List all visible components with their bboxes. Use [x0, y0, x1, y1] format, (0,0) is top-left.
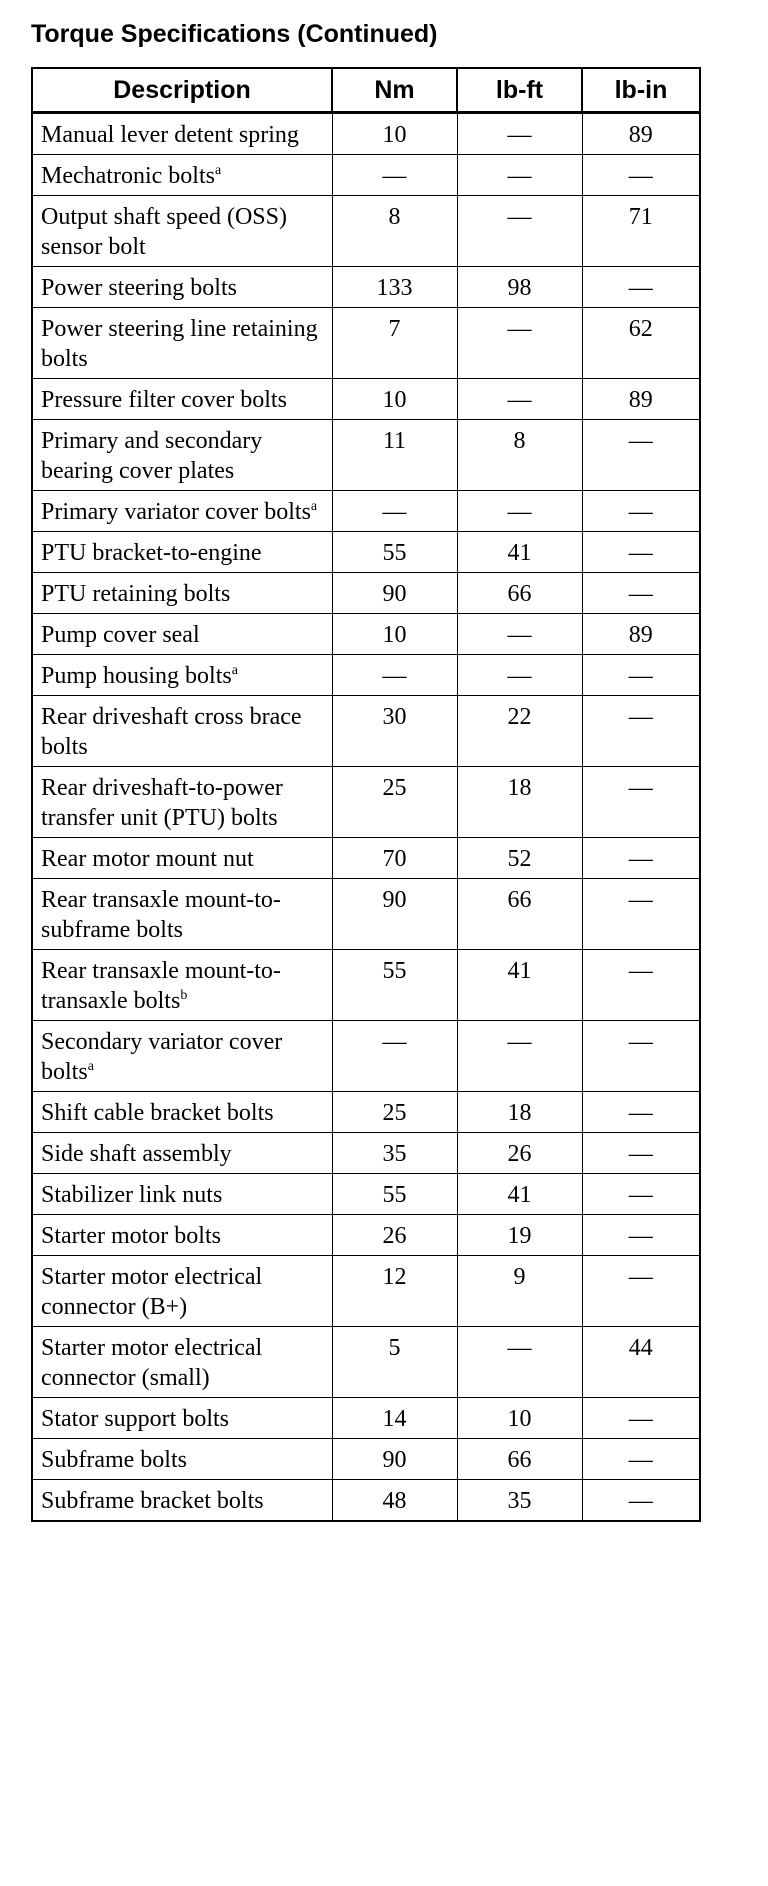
cell-lb-in: —: [582, 1480, 700, 1522]
cell-lb-ft: —: [457, 379, 582, 420]
table-row: [32, 491, 700, 532]
cell-lb-in: —: [582, 1092, 700, 1133]
description-text: Side shaft assembly: [41, 1141, 232, 1167]
cell-lb-in: 89: [582, 379, 700, 420]
cell-lb-in: 89: [582, 614, 700, 655]
cell-nm: 133: [332, 267, 457, 308]
cell-description: [32, 1480, 332, 1522]
description-text: PTU retaining bolts: [41, 581, 231, 607]
cell-description: [32, 950, 332, 1021]
cell-lb-ft: —: [457, 1327, 582, 1398]
cell-nm: 10: [332, 614, 457, 655]
cell-lb-ft: 10: [457, 1398, 582, 1439]
cell-lb-ft: 41: [457, 532, 582, 573]
description-text: Power steering line retaining bolts: [41, 316, 318, 372]
cell-nm: 30: [332, 696, 457, 767]
cell-lb-in: —: [582, 838, 700, 879]
description-text: Subframe bolts: [41, 1447, 187, 1473]
header-nm: Nm: [332, 68, 457, 113]
footnote-marker: a: [214, 163, 222, 178]
cell-lb-in: —: [582, 1174, 700, 1215]
cell-nm: —: [332, 1021, 457, 1092]
cell-lb-in: —: [582, 879, 700, 950]
cell-description: [32, 267, 332, 308]
cell-description: [32, 1327, 332, 1398]
cell-description: [32, 196, 332, 267]
cell-description: [32, 308, 332, 379]
cell-nm: 7: [332, 308, 457, 379]
cell-lb-ft: —: [457, 614, 582, 655]
description-text: Starter motor electrical connector (small): [41, 1335, 263, 1391]
description-text: Primary and secondary bearing cover plates: [41, 428, 263, 484]
table-row: [32, 1439, 700, 1480]
table-row: [32, 113, 700, 155]
cell-description: [32, 1256, 332, 1327]
table-row: [32, 1398, 700, 1439]
cell-nm: —: [332, 655, 457, 696]
cell-nm: 10: [332, 379, 457, 420]
cell-lb-ft: 18: [457, 1092, 582, 1133]
cell-nm: 90: [332, 879, 457, 950]
cell-nm: 10: [332, 113, 457, 155]
cell-lb-in: —: [582, 1256, 700, 1327]
cell-lb-ft: —: [457, 113, 582, 155]
table-row: [32, 379, 700, 420]
description-text: Subframe bracket bolts: [41, 1488, 264, 1514]
cell-lb-ft: 66: [457, 573, 582, 614]
cell-lb-in: —: [582, 696, 700, 767]
description-text: Stabilizer link nuts: [41, 1182, 223, 1208]
header-lb-in: lb-in: [582, 68, 700, 113]
description-text: Manual lever detent spring: [41, 122, 299, 148]
description-text: Rear motor mount nut: [41, 846, 254, 872]
table-row: [32, 573, 700, 614]
description-text: Rear driveshaft-to-power transfer unit (PTU) bolts: [41, 775, 283, 831]
cell-lb-in: 71: [582, 196, 700, 267]
cell-nm: 26: [332, 1215, 457, 1256]
cell-lb-ft: 41: [457, 950, 582, 1021]
cell-lb-ft: 52: [457, 838, 582, 879]
cell-lb-ft: 66: [457, 1439, 582, 1480]
cell-lb-ft: 35: [457, 1480, 582, 1522]
cell-lb-in: —: [582, 491, 700, 532]
cell-nm: —: [332, 155, 457, 196]
cell-lb-ft: —: [457, 655, 582, 696]
cell-description: [32, 696, 332, 767]
table-row: [32, 155, 700, 196]
description-text: Rear driveshaft cross brace bolts: [41, 704, 302, 760]
cell-lb-in: —: [582, 1439, 700, 1480]
cell-description: [32, 1092, 332, 1133]
cell-description: [32, 532, 332, 573]
cell-description: [32, 1021, 332, 1092]
cell-lb-in: 44: [582, 1327, 700, 1398]
cell-nm: 90: [332, 1439, 457, 1480]
cell-lb-in: —: [582, 155, 700, 196]
table-row: [32, 532, 700, 573]
cell-lb-ft: —: [457, 155, 582, 196]
table-row: [32, 196, 700, 267]
cell-lb-in: —: [582, 532, 700, 573]
cell-nm: —: [332, 491, 457, 532]
table-row: [32, 1256, 700, 1327]
cell-lb-ft: 8: [457, 420, 582, 491]
cell-description: [32, 655, 332, 696]
table-row: [32, 614, 700, 655]
description-text: Rear transaxle mount-to-transaxle bolts: [41, 958, 281, 1014]
cell-description: [32, 614, 332, 655]
table-header: [32, 68, 700, 113]
table-row: [32, 767, 700, 838]
cell-lb-ft: 66: [457, 879, 582, 950]
torque-spec-table: [31, 67, 701, 1522]
table-row: [32, 1480, 700, 1522]
cell-description: [32, 491, 332, 532]
table-row: [32, 267, 700, 308]
cell-lb-in: —: [582, 1215, 700, 1256]
cell-description: [32, 1215, 332, 1256]
cell-nm: 12: [332, 1256, 457, 1327]
table-row: [32, 879, 700, 950]
cell-lb-in: —: [582, 420, 700, 491]
cell-lb-in: —: [582, 950, 700, 1021]
cell-description: [32, 113, 332, 155]
cell-nm: 25: [332, 767, 457, 838]
description-text: Mechatronic bolts: [41, 163, 215, 189]
cell-description: [32, 573, 332, 614]
description-text: Secondary variator cover bolts: [41, 1029, 283, 1085]
cell-lb-in: —: [582, 1133, 700, 1174]
cell-description: [32, 1439, 332, 1480]
cell-nm: 55: [332, 1174, 457, 1215]
description-text: Starter motor bolts: [41, 1223, 221, 1249]
footnote-marker: a: [231, 663, 238, 678]
cell-description: [32, 1398, 332, 1439]
cell-description: [32, 379, 332, 420]
cell-lb-ft: —: [457, 491, 582, 532]
cell-lb-ft: —: [457, 1021, 582, 1092]
cell-nm: 5: [332, 1327, 457, 1398]
description-text: Pressure filter cover bolts: [41, 387, 287, 413]
cell-lb-in: —: [582, 573, 700, 614]
cell-lb-ft: —: [457, 308, 582, 379]
cell-lb-ft: 98: [457, 267, 582, 308]
table-row: [32, 308, 700, 379]
table-row: [32, 1174, 700, 1215]
cell-description: [32, 1174, 332, 1215]
table-row: [32, 655, 700, 696]
header-row: [32, 68, 700, 113]
description-text: Primary variator cover bolts: [41, 499, 311, 525]
table-row: [32, 420, 700, 491]
header-description: Description: [32, 68, 332, 113]
cell-lb-ft: —: [457, 196, 582, 267]
table-row: [32, 950, 700, 1021]
description-text: Starter motor electrical connector (B+): [41, 1264, 263, 1320]
description-text: PTU bracket-to-engine: [41, 540, 262, 566]
description-text: Rear transaxle mount-to-subframe bolts: [41, 887, 281, 943]
cell-description: [32, 879, 332, 950]
table-row: [32, 1133, 700, 1174]
table-body: [32, 113, 700, 1522]
cell-nm: 11: [332, 420, 457, 491]
cell-lb-ft: 41: [457, 1174, 582, 1215]
table-row: [32, 1092, 700, 1133]
cell-description: [32, 155, 332, 196]
cell-lb-in: —: [582, 1021, 700, 1092]
cell-lb-in: —: [582, 767, 700, 838]
cell-lb-ft: 9: [457, 1256, 582, 1327]
table-row: [32, 1215, 700, 1256]
cell-nm: 25: [332, 1092, 457, 1133]
cell-description: [32, 838, 332, 879]
cell-description: [32, 1133, 332, 1174]
cell-lb-in: —: [582, 267, 700, 308]
cell-nm: 55: [332, 532, 457, 573]
cell-nm: 48: [332, 1480, 457, 1522]
cell-nm: 35: [332, 1133, 457, 1174]
cell-lb-in: —: [582, 655, 700, 696]
footnote-marker: a: [310, 499, 318, 514]
cell-lb-in: —: [582, 1398, 700, 1439]
cell-lb-in: 89: [582, 113, 700, 155]
table-row: [32, 1021, 700, 1092]
cell-nm: 90: [332, 573, 457, 614]
description-text: Power steering bolts: [41, 275, 237, 301]
table-row: [32, 696, 700, 767]
footnote-marker: a: [87, 1059, 94, 1074]
cell-lb-ft: 26: [457, 1133, 582, 1174]
header-lb-ft: lb-ft: [457, 68, 582, 113]
cell-nm: 55: [332, 950, 457, 1021]
page-title: Torque Specifications (Continued): [31, 20, 438, 48]
footnote-marker: b: [180, 988, 188, 1003]
description-text: Shift cable bracket bolts: [41, 1100, 274, 1126]
cell-lb-ft: 18: [457, 767, 582, 838]
description-text: Output shaft speed (OSS) sensor bolt: [41, 204, 287, 260]
description-text: Pump cover seal: [41, 622, 200, 648]
cell-description: [32, 767, 332, 838]
table-row: [32, 1327, 700, 1398]
description-text: Stator support bolts: [41, 1406, 230, 1432]
cell-nm: 70: [332, 838, 457, 879]
cell-lb-in: 62: [582, 308, 700, 379]
cell-description: [32, 420, 332, 491]
table-row: [32, 838, 700, 879]
cell-lb-ft: 19: [457, 1215, 582, 1256]
cell-lb-ft: 22: [457, 696, 582, 767]
cell-nm: 14: [332, 1398, 457, 1439]
cell-nm: 8: [332, 196, 457, 267]
description-text: Pump housing bolts: [41, 663, 232, 689]
